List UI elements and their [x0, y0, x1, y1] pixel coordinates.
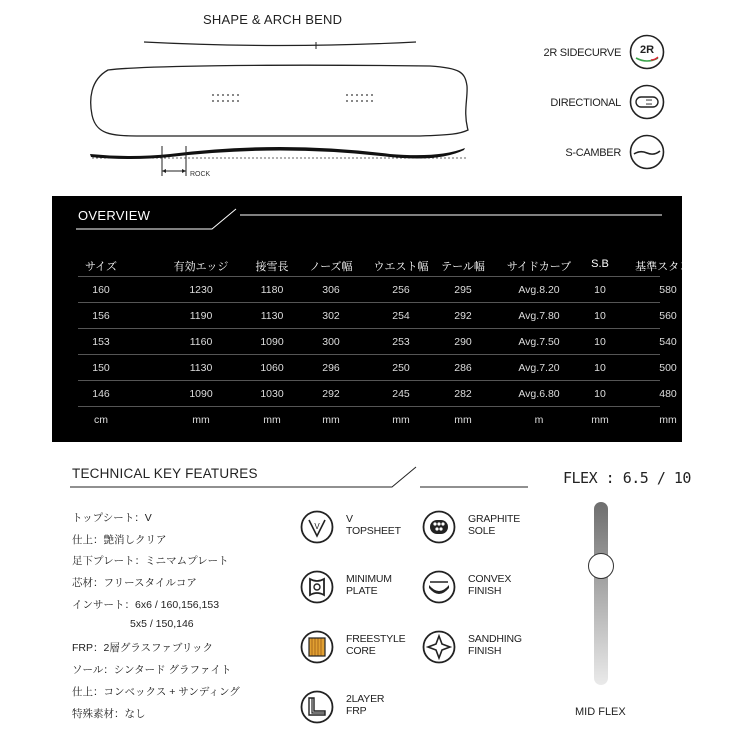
- spec-line: インサート：6x6 / 160,156,153: [72, 599, 220, 611]
- overview-cell: 10: [594, 336, 606, 348]
- convex-finish-icon: [422, 570, 456, 604]
- spec-line: 仕上：艶消しクリア: [72, 534, 167, 546]
- overview-cell: 292: [454, 310, 472, 322]
- overview-header-cell: サイズ: [84, 261, 118, 273]
- overview-cell: mm: [322, 414, 340, 426]
- overview-cell: 300: [322, 336, 340, 348]
- overview-cell: mm: [192, 414, 210, 426]
- overview-cell: 250: [392, 362, 410, 374]
- overview-cell: mm: [392, 414, 410, 426]
- spec-line: 足下プレート：ミニマムプレート: [72, 555, 229, 567]
- flex-gauge-track: [594, 502, 608, 685]
- overview-cell: 480: [659, 388, 677, 400]
- overview-header-cell: S.B: [591, 258, 609, 270]
- feature-convex-finish: [422, 570, 552, 610]
- spec-line: 5x5 / 150,146: [130, 618, 194, 630]
- feature-label: SANDHING FINISH: [468, 633, 522, 657]
- overview-header-cell: ノーズ幅: [309, 261, 353, 273]
- overview-title: OVERVIEW: [78, 208, 151, 223]
- overview-row: [78, 354, 677, 381]
- spec-line: ソール：シンタード グラファイト: [72, 664, 232, 676]
- overview-cell: 1090: [189, 388, 213, 400]
- flex-gauge-knob: [588, 553, 614, 579]
- overview-cell: 256: [392, 284, 410, 296]
- overview-cell: 1190: [189, 310, 213, 322]
- overview-cell: mm: [659, 414, 677, 426]
- overview-header-cell: 接雪長: [255, 261, 289, 273]
- feature-label: DIRECTIONAL: [550, 97, 621, 109]
- overview-cell: 153: [92, 336, 110, 348]
- feature-directional: [515, 84, 665, 124]
- 2layer-frp-icon: [300, 690, 334, 724]
- overview-panel: [52, 196, 701, 442]
- feature-label: FREESTYLE CORE: [346, 633, 406, 657]
- spec-line: トップシート：V: [72, 512, 152, 524]
- overview-row: [78, 380, 677, 407]
- overview-cell: m: [534, 414, 544, 426]
- overview-cell: 1230: [189, 284, 213, 296]
- overview-cell: 296: [322, 362, 340, 374]
- overview-header-cell: サイドカーブ: [506, 261, 572, 273]
- feature-sanding-finish: [422, 630, 552, 670]
- overview-cell: 254: [392, 310, 410, 322]
- overview-cell: 150: [92, 362, 110, 374]
- technical-title-underline: [70, 462, 530, 494]
- spec-line: FRP：2層グラスファブリック: [72, 642, 213, 654]
- overview-cell: 1060: [260, 362, 284, 374]
- overview-cell: 1160: [189, 336, 213, 348]
- overview-cell: 10: [594, 388, 606, 400]
- feature-s-camber: [515, 134, 665, 174]
- overview-units-row: [78, 406, 677, 433]
- overview-header-cell: 有効エッジ: [173, 261, 229, 273]
- overview-cell: 160: [92, 284, 110, 296]
- overview-row: [78, 276, 677, 303]
- 2r-sidecurve-icon: [629, 34, 665, 70]
- overview-cell: Avg.7.80: [518, 310, 560, 322]
- overview-cell: Avg.8.20: [518, 284, 560, 296]
- directional-icon: [629, 84, 665, 120]
- overview-header-row: [52, 254, 701, 276]
- feature-minimum-plate: [300, 570, 430, 610]
- overview-header-cell: ウエスト幅: [373, 261, 429, 273]
- overview-cell: 253: [392, 336, 410, 348]
- feature-label: MINIMUM PLATE: [346, 573, 392, 597]
- overview-row: [78, 302, 677, 329]
- flex-title: FLEX : 6.5 / 10: [563, 469, 691, 487]
- technical-title: TECHNICAL KEY FEATURES: [72, 466, 258, 481]
- s-camber-icon: [629, 134, 665, 170]
- sanding-finish-icon: [422, 630, 456, 664]
- overview-row: [78, 328, 677, 355]
- shape-arch-title: SHAPE & ARCH BEND: [203, 12, 343, 27]
- overview-cell: Avg.7.20: [518, 362, 560, 374]
- spec-line: 芯材：フリースタイルコア: [72, 577, 197, 589]
- overview-cell: 290: [454, 336, 472, 348]
- overview-cell: 1180: [260, 284, 284, 296]
- overview-cell: 295: [454, 284, 472, 296]
- minimum-plate-icon: [300, 570, 334, 604]
- overview-cell: 282: [454, 388, 472, 400]
- overview-cell: 302: [322, 310, 340, 322]
- board-shape-diagram: [80, 30, 480, 180]
- freestyle-core-icon: [300, 630, 334, 664]
- v-icon-text: V: [314, 522, 320, 531]
- spec-line: 仕上：コンベックス + サンディング: [72, 686, 240, 698]
- feature-label: 2LAYER FRP: [346, 693, 385, 717]
- overview-cell: mm: [263, 414, 281, 426]
- overview-title-underline: [52, 196, 682, 236]
- overview-cell: 1090: [260, 336, 284, 348]
- overview-header-cell: テール幅: [441, 261, 485, 273]
- overview-cell: 10: [594, 284, 606, 296]
- feature-label: V TOPSHEET: [346, 513, 401, 537]
- overview-cell: 1130: [189, 362, 213, 374]
- overview-cell: 540: [659, 336, 677, 348]
- overview-cell: 146: [92, 388, 110, 400]
- overview-cell: 580: [659, 284, 677, 296]
- overview-cell: 10: [594, 362, 606, 374]
- feature-label: CONVEX FINISH: [468, 573, 512, 597]
- feature-label: S-CAMBER: [565, 147, 621, 159]
- graphite-sole-icon: [422, 510, 456, 544]
- overview-cell: 286: [454, 362, 472, 374]
- overview-header-cell: 基準スタンス: [635, 261, 701, 273]
- overview-cell: mm: [454, 414, 472, 426]
- feature-v-topsheet: [300, 510, 430, 550]
- overview-cell: 1030: [260, 388, 284, 400]
- overview-cell: 156: [92, 310, 110, 322]
- feature-label: 2R SIDECURVE: [543, 47, 621, 59]
- overview-cell: 292: [322, 388, 340, 400]
- overview-cell: 560: [659, 310, 677, 322]
- rock-label: ROCK: [190, 171, 211, 178]
- v-topsheet-icon: [300, 510, 334, 544]
- overview-cell: 1130: [260, 310, 284, 322]
- feature-2r-sidecurve: [515, 34, 665, 74]
- feature-freestyle-core: [300, 630, 430, 670]
- flex-rating-label: MID FLEX: [575, 706, 626, 718]
- feature-label: GRAPHITE SOLE: [468, 513, 521, 537]
- overview-cell: 245: [392, 388, 410, 400]
- overview-cell: 500: [659, 362, 677, 374]
- 2r-icon-text: 2R: [639, 44, 655, 56]
- feature-2layer-frp: [300, 690, 430, 730]
- overview-cell: 306: [322, 284, 340, 296]
- overview-cell: 10: [594, 310, 606, 322]
- overview-cell: Avg.6.80: [518, 388, 560, 400]
- spec-line: 特殊素材：なし: [72, 708, 146, 720]
- overview-cell: cm: [94, 414, 108, 426]
- feature-graphite-sole: [422, 510, 552, 550]
- overview-cell: mm: [591, 414, 609, 426]
- overview-cell: Avg.7.50: [518, 336, 560, 348]
